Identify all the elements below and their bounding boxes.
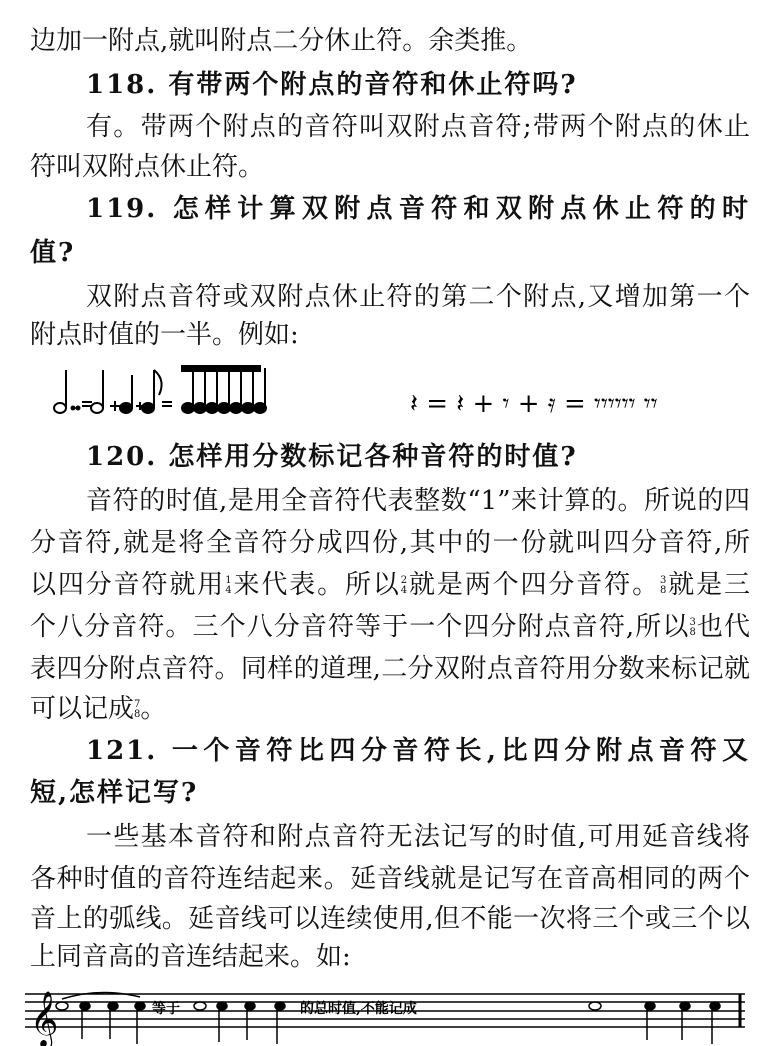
text-line: 音上的弧线。延音线可以连续使用,但不能一次将三个或三个以	[30, 904, 750, 934]
numerator: 3	[689, 617, 696, 628]
question-120: 120. 怎样用分数标记各种音符的时值?	[86, 442, 578, 472]
text-line: 双附点音符或双附点休止符的第二个附点,又增加第一个	[86, 282, 750, 312]
total-label: 的总时值,不能记成	[300, 1001, 417, 1017]
text-segment: 。	[140, 694, 167, 724]
text-segment: 来代表。所以	[231, 570, 401, 600]
denominator: 8	[134, 709, 141, 720]
question-118: 118. 有带两个附点的音符和休止符吗?	[86, 70, 578, 100]
text-line: 有。带两个附点的音符叫双附点音符;带两个附点的休止	[86, 112, 750, 142]
denominator: 8	[659, 585, 667, 596]
text-line	[30, 610, 750, 644]
tie-staff-example	[0, 974, 769, 1046]
numerator: 1	[225, 575, 232, 586]
double-dotted-example	[0, 360, 769, 430]
question-119-cont: 值?	[30, 238, 76, 268]
text-segment: 个八分音符。三个八分音符等于一个四分附点音符,所以	[30, 612, 690, 642]
text-line	[30, 568, 750, 602]
rest-equation-icon: 𝄽 = 𝄽 + 𝄾 + 𝄿 = 𝄾𝄾𝄾𝄾𝄾𝄾 𝄾𝄾	[410, 389, 658, 419]
text-segment: 就是两个四分音符。	[407, 570, 660, 600]
numerator: 2	[400, 575, 408, 586]
text-line: 附点时值的一半。例如:	[30, 320, 299, 350]
treble-clef-icon: 𝄞	[30, 991, 59, 1046]
question-121: 121. 一个音符比四分音符长,比四分附点音符又	[86, 736, 750, 766]
numerator: 3	[659, 575, 667, 586]
text-line: 音符的时值,是用全音符代表整数“1”来计算的。所说的四	[86, 486, 750, 516]
text-line	[30, 692, 750, 726]
text-line: 边加一附点,就叫附点二分休止符。余类推。	[30, 26, 533, 56]
text-segment: 也代	[695, 612, 750, 642]
question-119: 119. 怎样计算双附点音符和双附点休止符的时	[86, 194, 750, 224]
equals-label: 等于	[152, 1001, 180, 1017]
text-segment: 以四分音符就用	[30, 570, 226, 600]
denominator: 4	[225, 585, 232, 596]
text-line: 表四分附点音符。同样的道理,二分双附点音符用分数来标记就	[30, 654, 750, 684]
text-line: 各种时值的音符连结起来。延音线就是记写在音高相同的两个	[30, 864, 750, 894]
text-line: 上同音高的音连结起来。如:	[30, 942, 351, 972]
text-line: 一些基本音符和附点音符无法记写的时值,可用延音线将	[86, 822, 750, 852]
text-segment: 就是三	[666, 570, 750, 600]
text-segment: 可以记成	[30, 694, 135, 724]
denominator: 4	[400, 585, 408, 596]
question-121-cont: 短,怎样记写?	[30, 778, 199, 808]
numerator: 7	[134, 699, 141, 710]
text-line: 符叫双附点休止符。	[30, 152, 265, 182]
denominator: 8	[689, 627, 696, 638]
text-line: 分音符,就是将全音符分成四份,其中的一份就叫四分音符,所	[30, 528, 750, 558]
